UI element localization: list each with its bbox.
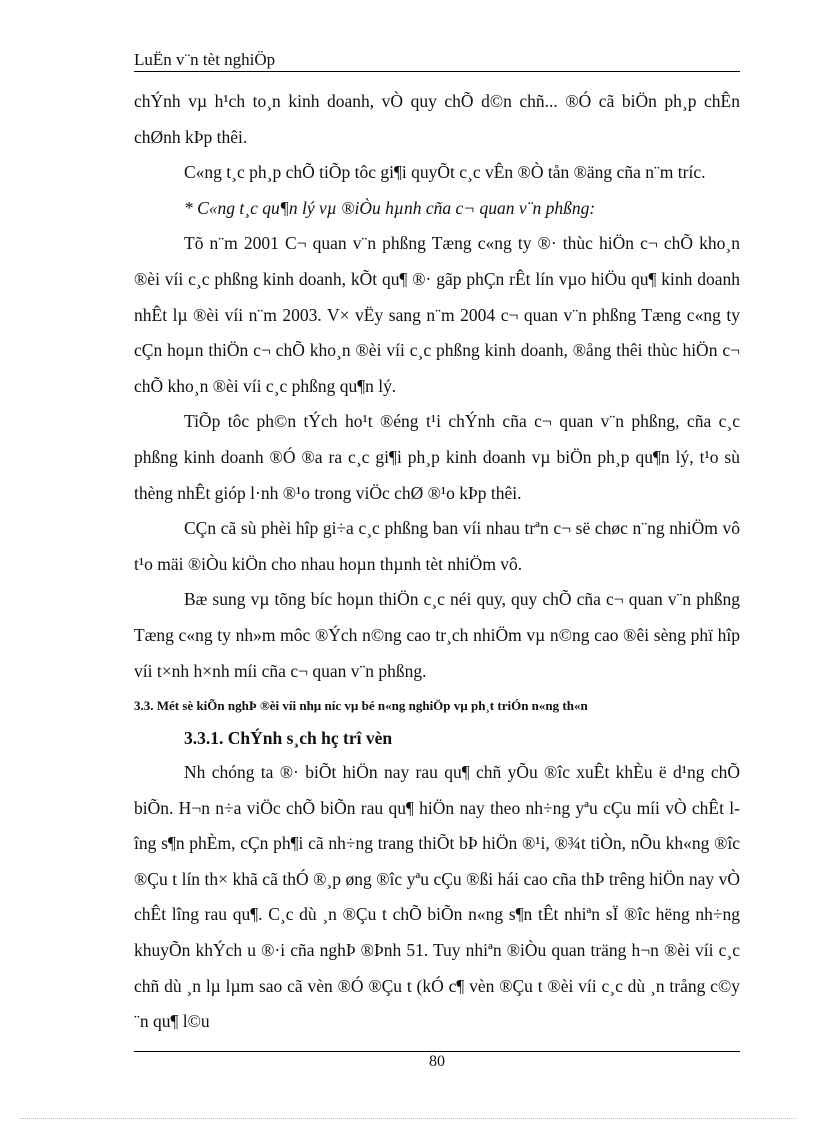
paragraph-4: Tõ n¨m 2001 C¬ quan v¨n phßng Tæng c«ng ty ®· thùc hiÖn c¬ chÕ kho¸n ®èi víi c¸c phßng kinh doanh, kÕt qu¶ ®· gãp phÇn rÊt lín vµo hiÖu qu¶ kinh doanh nhÊt lµ ®èi víi n¨m 2003. V× vËy sang n¨m 2004 c¬ quan v¨n phßng Tæng c«ng ty cÇn hoµn thiÖn c¬ chÕ kho¸n ®èi víi c¸c phßng kinh doanh, ®ång thêi thùc hiÖn c¬ chÕ kho¸n ®èi víi c¸c phßng qu¶n lý. — [134, 233, 740, 396]
paragraph-3-italic-heading: * C«ng t¸c qu¶n lý vµ ®iÒu hµnh cña c¬ quan v¨n phßng: — [184, 197, 596, 218]
paragraph-1: chÝnh vµ h¹ch to¸n kinh doanh, vÒ quy chÕ d©n chñ... ®Ó cã biÖn ph¸p chÊn chØnh kÞp thêi. — [134, 91, 740, 147]
page-number: 80 — [429, 1053, 445, 1070]
subsection-heading: 3.3.1. ChÝnh s¸ch hç trî vèn — [184, 728, 393, 749]
section-heading: 3.3. Mét sè kiÕn nghÞ ®èi víi nhµ níc vµ bé n«ng nghiÖp vµ ph¸t triÓn n«ng th«n — [134, 698, 588, 714]
footer-rule — [134, 1051, 740, 1052]
running-header: LuËn v¨n tèt nghiÖp — [134, 50, 276, 69]
paragraph-7: Bæ sung vµ tõng bíc hoµn thiÖn c¸c néi quy, quy chÕ cña c¬ quan v¨n phßng Tæng c«ng ty nh»m môc ®Ých n©ng cao tr¸ch nhiÖm vµ n©ng cao ®êi sèng phï hîp víi t×nh h×nh míi cña c¬ quan v¨n phßng. — [134, 589, 740, 681]
paragraph-8: Nh chóng ta ®· biÕt hiÖn nay rau qu¶ chñ yÕu ®îc xuÊt khÈu ë d¹ng chÕ biÕn. H¬n n÷a viÖc chÕ biÕn rau qu¶ hiÖn nay theo nh÷ng yªu cÇu míi vÒ chÊt lîng s¶n phÈm, cÇn ph¶i cã nh÷ng trang thiÕt bÞ hiÖn ®¹i, ®¾t tiÒn, nÕu kh«ng ®îc ®Çu t lín th× khã cã thÓ ®¸p øng ®îc yªu cÇu ®ßi hái cao cña thÞ trêng hiÖn nay vÒ chÊt lîng rau qu¶. C¸c dù ¸n ®Çu t chÕ biÕn n«ng s¶n tÊt nhiªn sÏ ®îc hëng nh÷ng khuyÕn khÝch u ®·i cña nghÞ ®Þnh 51. Tuy nhiªn ®iÒu quan träng h¬n ®èi víi c¸c chñ dù ¸n lµ lµm sao cã vèn ®Ó ®Çu t (kÓ c¶ vèn ®Çu t ®èi víi c¸c dù ¸n trång c©y ¨n qu¶ l©u — [134, 762, 740, 1032]
paragraph-5: TiÕp tôc ph©n tÝch ho¹t ®éng t¹i chÝnh cña c¬ quan v¨n phßng, cña c¸c phßng kinh doanh ®Ó ®a ra c¸c gi¶i ph¸p kinh doanh vµ biÖn ph¸p qu¶n lý, t¹o sù thèng nhÊt gióp l·nh ®¹o trong viÖc chØ ®¹o kÞp thêi. — [134, 411, 740, 503]
header-rule — [134, 71, 740, 72]
paragraph-2: C«ng t¸c ph¸p chÕ tiÕp tôc gi¶i quyÕt c¸c vÊn ®Ò tån ®äng cña n¨m tríc. — [184, 162, 706, 183]
document-body — [134, 84, 740, 1040]
page-edge-dotted-line — [20, 1118, 796, 1119]
paragraph-6: CÇn cã sù phèi hîp gi÷a c¸c phßng ban víi nhau trªn c¬ së chøc n¨ng nhiÖm vô t¹o mäi ®iÒu kiÖn cho nhau hoµn thµnh tèt nhiÖm vô. — [134, 518, 740, 574]
